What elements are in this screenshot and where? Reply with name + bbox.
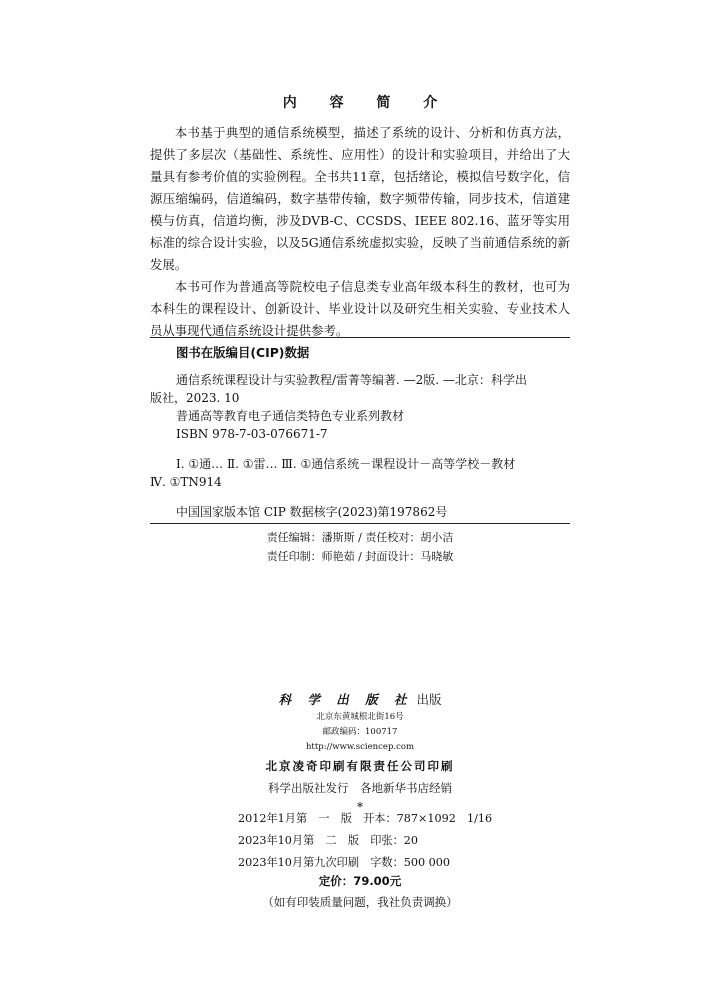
editors-line: 责任编辑：潘斯斯 / 责任校对：胡小洁 [266, 531, 454, 544]
price: 定价：79.00元 [318, 874, 402, 888]
edition-row: 2012年1月第 一 版 开本：787×1092 1/16 [238, 812, 493, 825]
cip-record [150, 371, 570, 521]
cip-record-number: 中国国家版本馆 CIP 数据核字(2023)第197862号 [176, 505, 448, 519]
cip-top-divider [150, 337, 570, 338]
intro-paragraph: 本书可作为普通高等院校电子信息类专业高年级本科生的教材，也可为本科生的课程设计、创新设计、毕业设计以及研究生相关实验、专业技术人员从事现代通信系统设计提供参考。 [150, 279, 570, 338]
publisher-name: 科 学 出 版 社 [278, 692, 413, 707]
publisher-suffix: 出版 [416, 692, 442, 707]
publisher-block [0, 690, 720, 815]
page-title: 内 容 简 介 [282, 95, 452, 111]
separator-star: * [357, 800, 363, 814]
printer-name: 北京凌奇印刷有限责任公司印刷 [265, 759, 455, 773]
cip-title-line: 通信系统课程设计与实验教程/雷菁等编著. —2版. —北京：科学出 [176, 373, 527, 387]
cip-spacer [150, 443, 570, 455]
cip-isbn: ISBN 978-7-03-076671-7 [176, 427, 328, 441]
cip-subject-line-cont: Ⅳ. ①TN914 [150, 475, 222, 489]
intro-paragraph: 本书基于典型的通信系统模型，描述了系统的设计、分析和仿真方法，提供了多层次（基础性、系统性、应用性）的设计和实验项目，并给出了大量具有参考价值的实验例程。全书共11章，包括绪论，模拟信号数字化，信源压缩编码，信道编码，数字基带传输，数字频带传输，同步技术，信道建模与仿真，信道均衡，涉及DVB-C、CCSDS、IEEE 802.16、蓝牙等实用标准的综合设计实验，以及5G通信系统虚拟实验，反映了当前通信系统的新发展。 [150, 125, 570, 272]
quality-notice: （如有印装质量问题，我社负责调换） [262, 895, 458, 909]
cip-series: 普通高等教育电子通信类特色专业系列教材 [176, 409, 405, 423]
intro-section [150, 122, 570, 342]
publisher-url: http://www.sciencep.com [305, 742, 415, 752]
distribution-line: 科学出版社发行 各地新华书店经销 [268, 781, 452, 795]
edition-row: 2023年10月第 二 版 印张：20 [238, 834, 419, 847]
cip-title-line-cont: 版社，2023. 10 [150, 391, 240, 405]
edition-row: 2023年10月第九次印刷 字数：500 000 [238, 856, 451, 869]
cip-heading: 图书在版编目(CIP)数据 [176, 345, 310, 360]
publisher-line [0, 690, 720, 710]
edition-details [238, 808, 492, 874]
publisher-postcode: 邮政编码：100717 [322, 727, 398, 737]
editors-credits [0, 528, 720, 566]
cip-subject-line: Ⅰ. ①通… Ⅱ. ①雷… Ⅲ. ①通信系统－课程设计－高等学校－教材 [176, 457, 516, 471]
cip-bottom-divider [150, 523, 570, 524]
editors-line: 责任印制：师艳茹 / 封面设计：马晓敏 [266, 550, 454, 563]
publisher-address: 北京东黄城根北街16号 [316, 712, 404, 722]
cip-spacer [150, 491, 570, 503]
